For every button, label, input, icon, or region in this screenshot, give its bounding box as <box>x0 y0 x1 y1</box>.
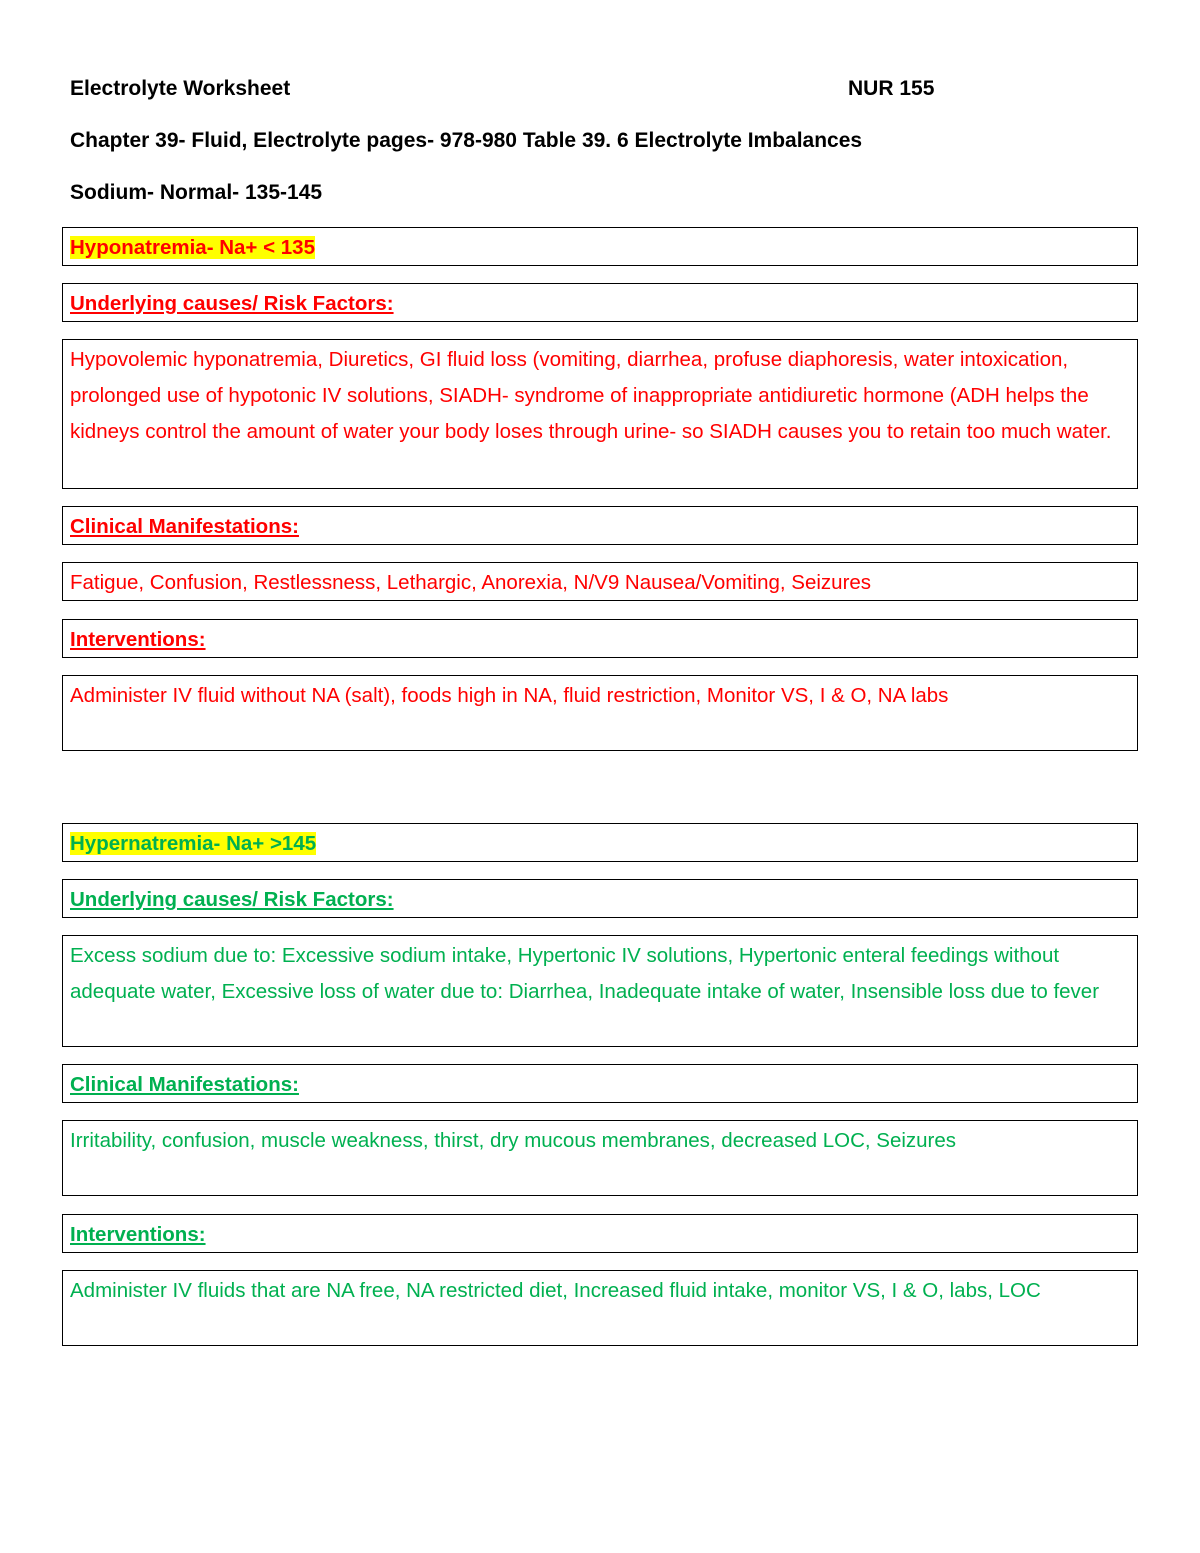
hypo-interv-row <box>62 675 1138 751</box>
hypo-interv-label: Interventions: <box>70 628 206 651</box>
hyper-causes-label-row <box>62 879 1138 918</box>
hyper-manifest-row <box>62 1120 1138 1196</box>
hypo-manifest-label: Clinical Manifestations: <box>70 515 299 538</box>
hyper-interv-label: Interventions: <box>70 1223 206 1246</box>
hypo-causes-text: Hypovolemic hyponatremia, Diuretics, GI fluid loss (vomiting, diarrhea, profuse diaphoresis, water intoxication, prolonged use of hypotonic IV solutions, SIADH- syndrome of inappropriate antidiuretic hormone (ADH helps the kidneys control the amount of water your body loses through urine- so SIADH causes you to retain too much water. <box>70 348 1112 443</box>
course-code: NUR 155 <box>848 77 935 100</box>
sodium-normal-range: Sodium- Normal- 135-145 <box>70 181 323 204</box>
hypo-causes-label: Underlying causes/ Risk Factors: <box>70 292 394 315</box>
hyper-causes-row <box>62 935 1138 1047</box>
chapter-reference: Chapter 39- Fluid, Electrolyte pages- 978-980 Table 39. 6 Electrolyte Imbalances <box>70 129 863 152</box>
worksheet-title: Electrolyte Worksheet <box>70 77 291 100</box>
hyponatremia-title: Hyponatremia- Na+ < 135 <box>70 236 315 259</box>
hyper-manifest-label: Clinical Manifestations: <box>70 1073 299 1096</box>
hypo-manifest-row <box>62 562 1138 601</box>
hypo-interv-label-row <box>62 619 1138 658</box>
hypo-interv-text: Administer IV fluid without NA (salt), foods high in NA, fluid restriction, Monitor VS, I & O, NA labs <box>70 684 949 707</box>
hypernatremia-title: Hypernatremia- Na+ >145 <box>70 832 317 855</box>
hyper-causes-text: Excess sodium due to: Excessive sodium intake, Hypertonic IV solutions, Hypertonic enteral feedings without adequate water, Excessive loss of water due to: Diarrhea, Inadequate intake of water, Insensible loss due to fever <box>70 944 1100 1003</box>
hypo-manifest-text: Fatigue, Confusion, Restlessness, Lethargic, Anorexia, N/V9 Nausea/Vomiting, Seizures <box>70 571 872 594</box>
hypo-causes-label-row <box>62 283 1138 322</box>
hyper-interv-label-row <box>62 1214 1138 1253</box>
hyper-interv-row <box>62 1270 1138 1346</box>
hyper-manifest-label-row <box>62 1064 1138 1103</box>
hyper-causes-label: Underlying causes/ Risk Factors: <box>70 888 394 911</box>
hyper-manifest-text: Irritability, confusion, muscle weakness, thirst, dry mucous membranes, decreased LOC, Seizures <box>70 1129 957 1152</box>
hypernatremia-title-row <box>62 823 1138 862</box>
hyper-interv-text: Administer IV fluids that are NA free, NA restricted diet, Increased fluid intake, monitor VS, I & O, labs, LOC <box>70 1279 1041 1302</box>
hypo-manifest-label-row <box>62 506 1138 545</box>
hypo-causes-row <box>62 339 1138 489</box>
hyponatremia-title-row <box>62 227 1138 266</box>
